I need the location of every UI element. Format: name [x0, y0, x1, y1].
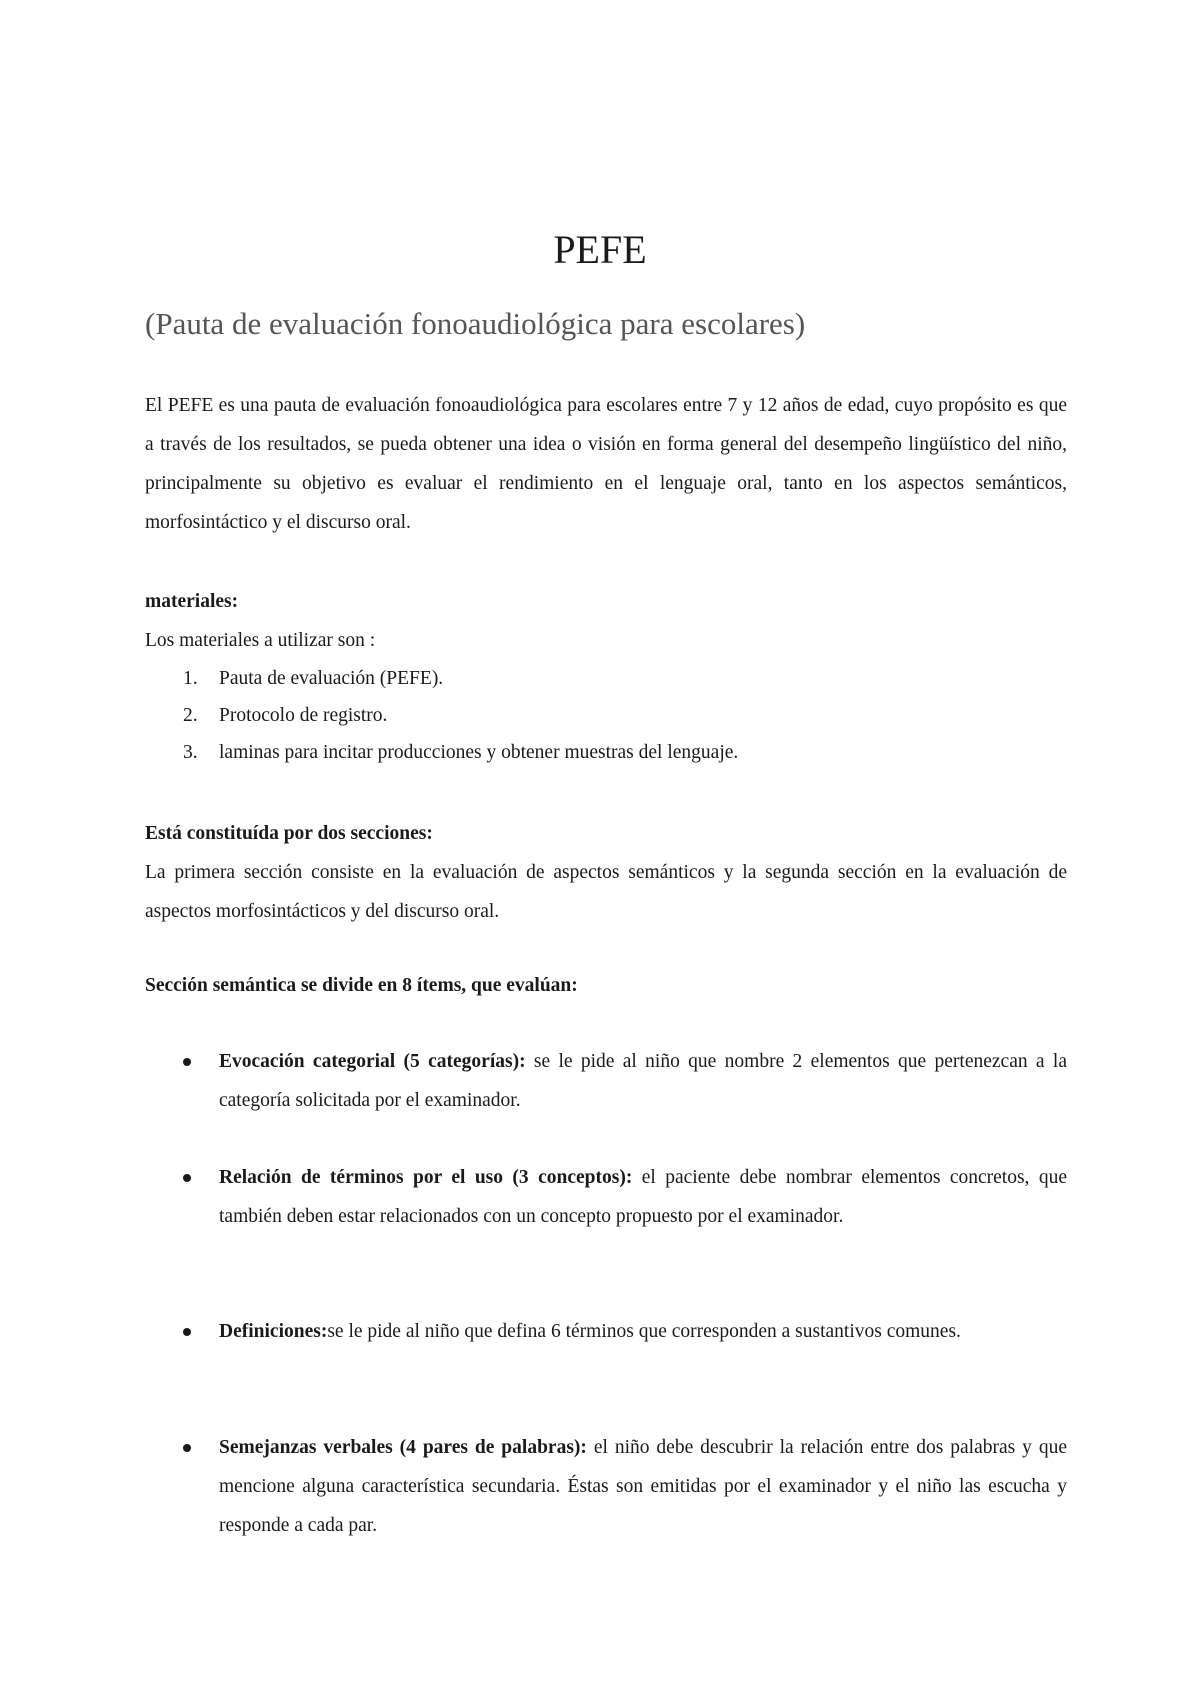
sections-section: [145, 814, 1067, 931]
list-number: 3.: [183, 742, 198, 763]
bullet-icon: [183, 1328, 191, 1336]
bullet-text: [219, 1042, 1067, 1120]
page-subtitle: (Pauta de evaluación fonoaudiológica para escolares): [145, 306, 806, 341]
bullet-item: [145, 1312, 1067, 1351]
bullet-description: el paciente debe nombrar elementos concretos, que también deben estar relacionados con un concepto propuesto por el examinador.: [219, 1167, 1068, 1227]
materials-list: [145, 660, 1067, 771]
bullet-text: [219, 1428, 1067, 1545]
bullet-item: [145, 1428, 1067, 1545]
list-item-text: Protocolo de registro.: [219, 705, 388, 726]
materials-section: [145, 582, 1067, 771]
bullet-label: Evocación categorial (5 categorías):: [219, 1051, 526, 1072]
list-item: [145, 697, 1067, 734]
sections-heading: Está constituída por dos secciones:: [145, 823, 433, 844]
list-item-text: Pauta de evaluación (PEFE).: [219, 668, 444, 689]
bullet-text: [219, 1158, 1067, 1236]
bullet-label: Semejanzas verbales (4 pares de palabras):: [219, 1437, 587, 1458]
sections-paragraph: La primera sección consiste en la evaluación de aspectos semánticos y la segunda sección en la evaluación de aspectos morfosintácticos y del discurso oral.: [145, 862, 1067, 922]
list-item: [145, 734, 1067, 771]
list-item: [145, 660, 1067, 697]
bullet-item: [145, 1158, 1067, 1236]
list-number: 2.: [183, 705, 198, 726]
bullet-label: Definiciones:: [219, 1321, 328, 1342]
bullet-description: el niño debe descubrir la relación entre dos palabras y que mencione alguna característica secundaria. Éstas son emitidas por el examinador y el niño las escucha y responde a cada par.: [219, 1437, 1067, 1536]
intro-paragraph: El PEFE es una pauta de evaluación fonoaudiológica para escolares entre 7 y 12 años de edad, cuyo propósito es que a través de los resultados, se pueda obtener una idea o visión en forma general del desempeño lingüístico del niño, principalmente su objetivo es evaluar el rendimiento en el lenguaje oral, tanto en los aspectos semánticos, morfosintáctico y el discurso oral.: [145, 395, 1067, 533]
bullet-description: se le pide al niño que defina 6 términos que corresponden a sustantivos comunes.: [327, 1321, 961, 1342]
bullet-icon: [183, 1058, 191, 1066]
bullet-label: Relación de términos por el uso (3 conceptos):: [219, 1167, 633, 1188]
list-item-text: laminas para incitar producciones y obtener muestras del lenguaje.: [219, 742, 739, 763]
bullet-icon: [183, 1174, 191, 1182]
list-number: 1.: [183, 668, 198, 689]
bullet-item: [145, 1042, 1067, 1120]
bullet-description: se le pide al niño que nombre 2 elementos que pertenezcan a la categoría solicitada por el examinador.: [219, 1051, 1067, 1111]
bullet-icon: [183, 1444, 191, 1452]
materials-heading: materiales:: [145, 591, 239, 612]
page-title: PEFE: [553, 227, 647, 272]
materials-lead: Los materiales a utilizar son :: [145, 630, 376, 651]
semantic-heading: Sección semántica se divide en 8 ítems, que evalúan:: [145, 975, 578, 996]
bullet-text: [219, 1312, 1067, 1351]
